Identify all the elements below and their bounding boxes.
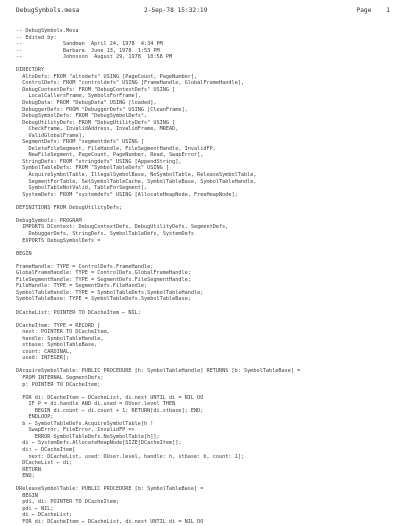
source-line: EXPORTS DebugSymbolDefs =: [16, 237, 101, 244]
source-line: count: CARDINAL,: [16, 348, 73, 355]
source-line: DebugData: FROM "DebugData" USING [loaded],: [16, 100, 157, 107]
source-line: pdi ← NIL;: [16, 505, 54, 512]
source-line: RETURN: [16, 466, 41, 473]
source-line: ControlDefs: FROM "controldefs" USING [FrameHandle, GlobalFrameHandle],: [16, 80, 244, 87]
source-line: DIRECTORY: [16, 67, 45, 74]
source-line: StringDefs: FROM "stringdefs" USING [AppendString],: [16, 158, 182, 165]
source-line: IMPORTS DContext: DebugContextDefs, DebugUtilityDefs, SegmentDefs,: [16, 224, 229, 231]
source-line: SegmentForTable, SetSymbolTableCache, SymbolTableBase, SymbolTableHandle,: [16, 178, 257, 185]
source-line: AcquireSymbolTable, IllegalSymbolBase, NoSymbolTable, ReleaseSymbolTable,: [16, 172, 257, 179]
source-line: BEGIN di.count ← di.count + 1; RETURN[di.stbase]; END;: [16, 407, 204, 414]
source-line: END;: [16, 473, 35, 480]
source-line: ENDLOOP;: [16, 414, 54, 421]
source-line: -- Johnsson August 29, 1978 10:58 PM: [16, 54, 173, 61]
source-line: DeleteFileSegment, FileHandle, FileSegmentHandle, InvalidFP,: [16, 145, 216, 152]
source-line: b ← SymbolTableDefs.AcquireSymbolTable[h !: [16, 420, 154, 427]
source-line: DCacheList ← di;: [16, 460, 73, 467]
source-line: CheckFrame, InvalidAddress, InvalidFrame, MREAD,: [16, 126, 179, 133]
source-line: SystemDefs: FROM "systemdefs" USING [AllocateHeapNode, FreeHeapNode];: [16, 191, 238, 198]
source-line: SegmentDefs: FROM "segmentdefs" USING [: [16, 139, 145, 146]
source-line: DebugSymbols: PROGRAM: [16, 217, 82, 224]
header-page-number: Page 1: [356, 7, 390, 14]
source-line: FOR di: DCacheItem ← DCacheList, di.next UNTIL di = NIL DO: [16, 519, 204, 526]
source-line: DCacheList: POINTER TO DCacheItem ← NIL;: [16, 309, 141, 316]
source-line: FileSegmentHandle: TYPE = SegmentDefs.FileSegmentHandle;: [16, 276, 191, 283]
source-line: BEGIN: [16, 492, 38, 499]
source-line: used: INTEGER];: [16, 355, 70, 362]
header-file-name: DebugSymbols.mesa: [16, 7, 80, 14]
source-line: FileHandle: TYPE = SegmentDefs.FileHandle;: [16, 283, 148, 290]
source-line: SymbolTableNotValid, TableForSegment],: [16, 185, 148, 192]
source-line: next: POINTER TO DCacheItem,: [16, 329, 110, 336]
source-line: SymbolTableDefs: FROM "SymbolTableDefs" USING [: [16, 165, 170, 172]
source-line: IF P = di.handle AND di.used = DUser.level THEN: [16, 401, 176, 408]
source-line: AltoDefs: FROM "altodefs" USING [PageCount, PageNumber],: [16, 73, 198, 80]
source-line: DCacheItem: TYPE = RECORD [: [16, 322, 101, 329]
source-line: SymbolTableHandle: TYPE = SymbolTableDefs.SymbolTableHandle;: [16, 289, 204, 296]
source-line: DEFINITIONS FROM DebugUtilityDefs;: [16, 204, 123, 211]
source-line: DReleaseSymbolTable: PUBLIC PROCEDURE [b: SymbolTableBase] =: [16, 486, 204, 493]
source-line: SymbolTableBase: TYPE = SymbolTableDefs.SymbolTableBase;: [16, 296, 191, 303]
source-line: DebuggerDefs: FROM "DebuggerDefs" USING [CleanFrame],: [16, 106, 188, 113]
source-line: -- Barbara June 13, 1978 1:53 PM: [16, 47, 160, 54]
source-line: BEGIN: [16, 250, 32, 257]
source-line: next: DCacheList, used: DUser.level, handle: h, stbase: b, count: 1];: [16, 453, 244, 460]
source-line: DebuggerDefs, StringDefs, SymbolTableDefs, SystemDefs: [16, 230, 195, 237]
source-line: FrameHandle: TYPE = ControlDefs.FrameHandle;: [16, 263, 154, 270]
source-line: handle: SymbolTableHandle,: [16, 335, 104, 342]
source-line: ERROR SymbolTableDefs.NoSymbolTable[h]];: [16, 433, 160, 440]
source-listing: [16, 28, 392, 526]
source-line: -- Sandman April 24, 1978 4:34 PM: [16, 41, 163, 48]
source-line: LocalCallersFrame, SymbolsForFrame],: [16, 93, 141, 100]
source-line: ValidGlobalFrame],: [16, 132, 85, 139]
source-line: DebugUtilityDefs: FROM "DebugUtilityDefs" USING [: [16, 119, 176, 126]
source-line: FOR di: DCacheItem ← DCacheList, di.next UNTIL di = NIL DO: [16, 394, 204, 401]
source-line: DAcquireSymbolTable: PUBLIC PROCEDURE [h: SymbolTableHandle] RETURNS [b: SymbolTableBase] =: [16, 368, 301, 375]
source-line: NewFileSegment, PageCount, PageNumber, Read, SwapError],: [16, 152, 204, 159]
source-line: p: POINTER TO DCacheItem;: [16, 381, 101, 388]
source-line: di ← DCacheList;: [16, 512, 73, 519]
source-line: FROM INTERNAL SegmentDefs;: [16, 374, 104, 381]
source-line: di ← SystemDefs.AllocateHeapNode[SIZE[DCacheItem]];: [16, 440, 182, 447]
source-line: -- Edited by:: [16, 34, 57, 41]
source-line: GlobalFrameHandle: TYPE = ControlDefs.GlobalFrameHandle;: [16, 270, 191, 277]
header-timestamp: 2-Sep-78 15:32:19: [144, 7, 208, 14]
page-header: [16, 6, 390, 16]
source-line: di↑ ← DCacheItem[: [16, 447, 76, 453]
source-line: stbase: SymbolTableBase,: [16, 342, 98, 349]
source-line: SwapError, FileError, InvalidFP =>: [16, 427, 135, 434]
source-line: DebugContextDefs: FROM "DebugContextDefs" USING [: [16, 86, 176, 93]
source-line: pdi, di: POINTER TO DCacheItem;: [16, 499, 120, 506]
source-line: -- DebugSymbols.Mesa: [16, 28, 79, 34]
source-line: DebugSymbolDefs: FROM "DebugSymbolDefs",: [16, 113, 148, 120]
